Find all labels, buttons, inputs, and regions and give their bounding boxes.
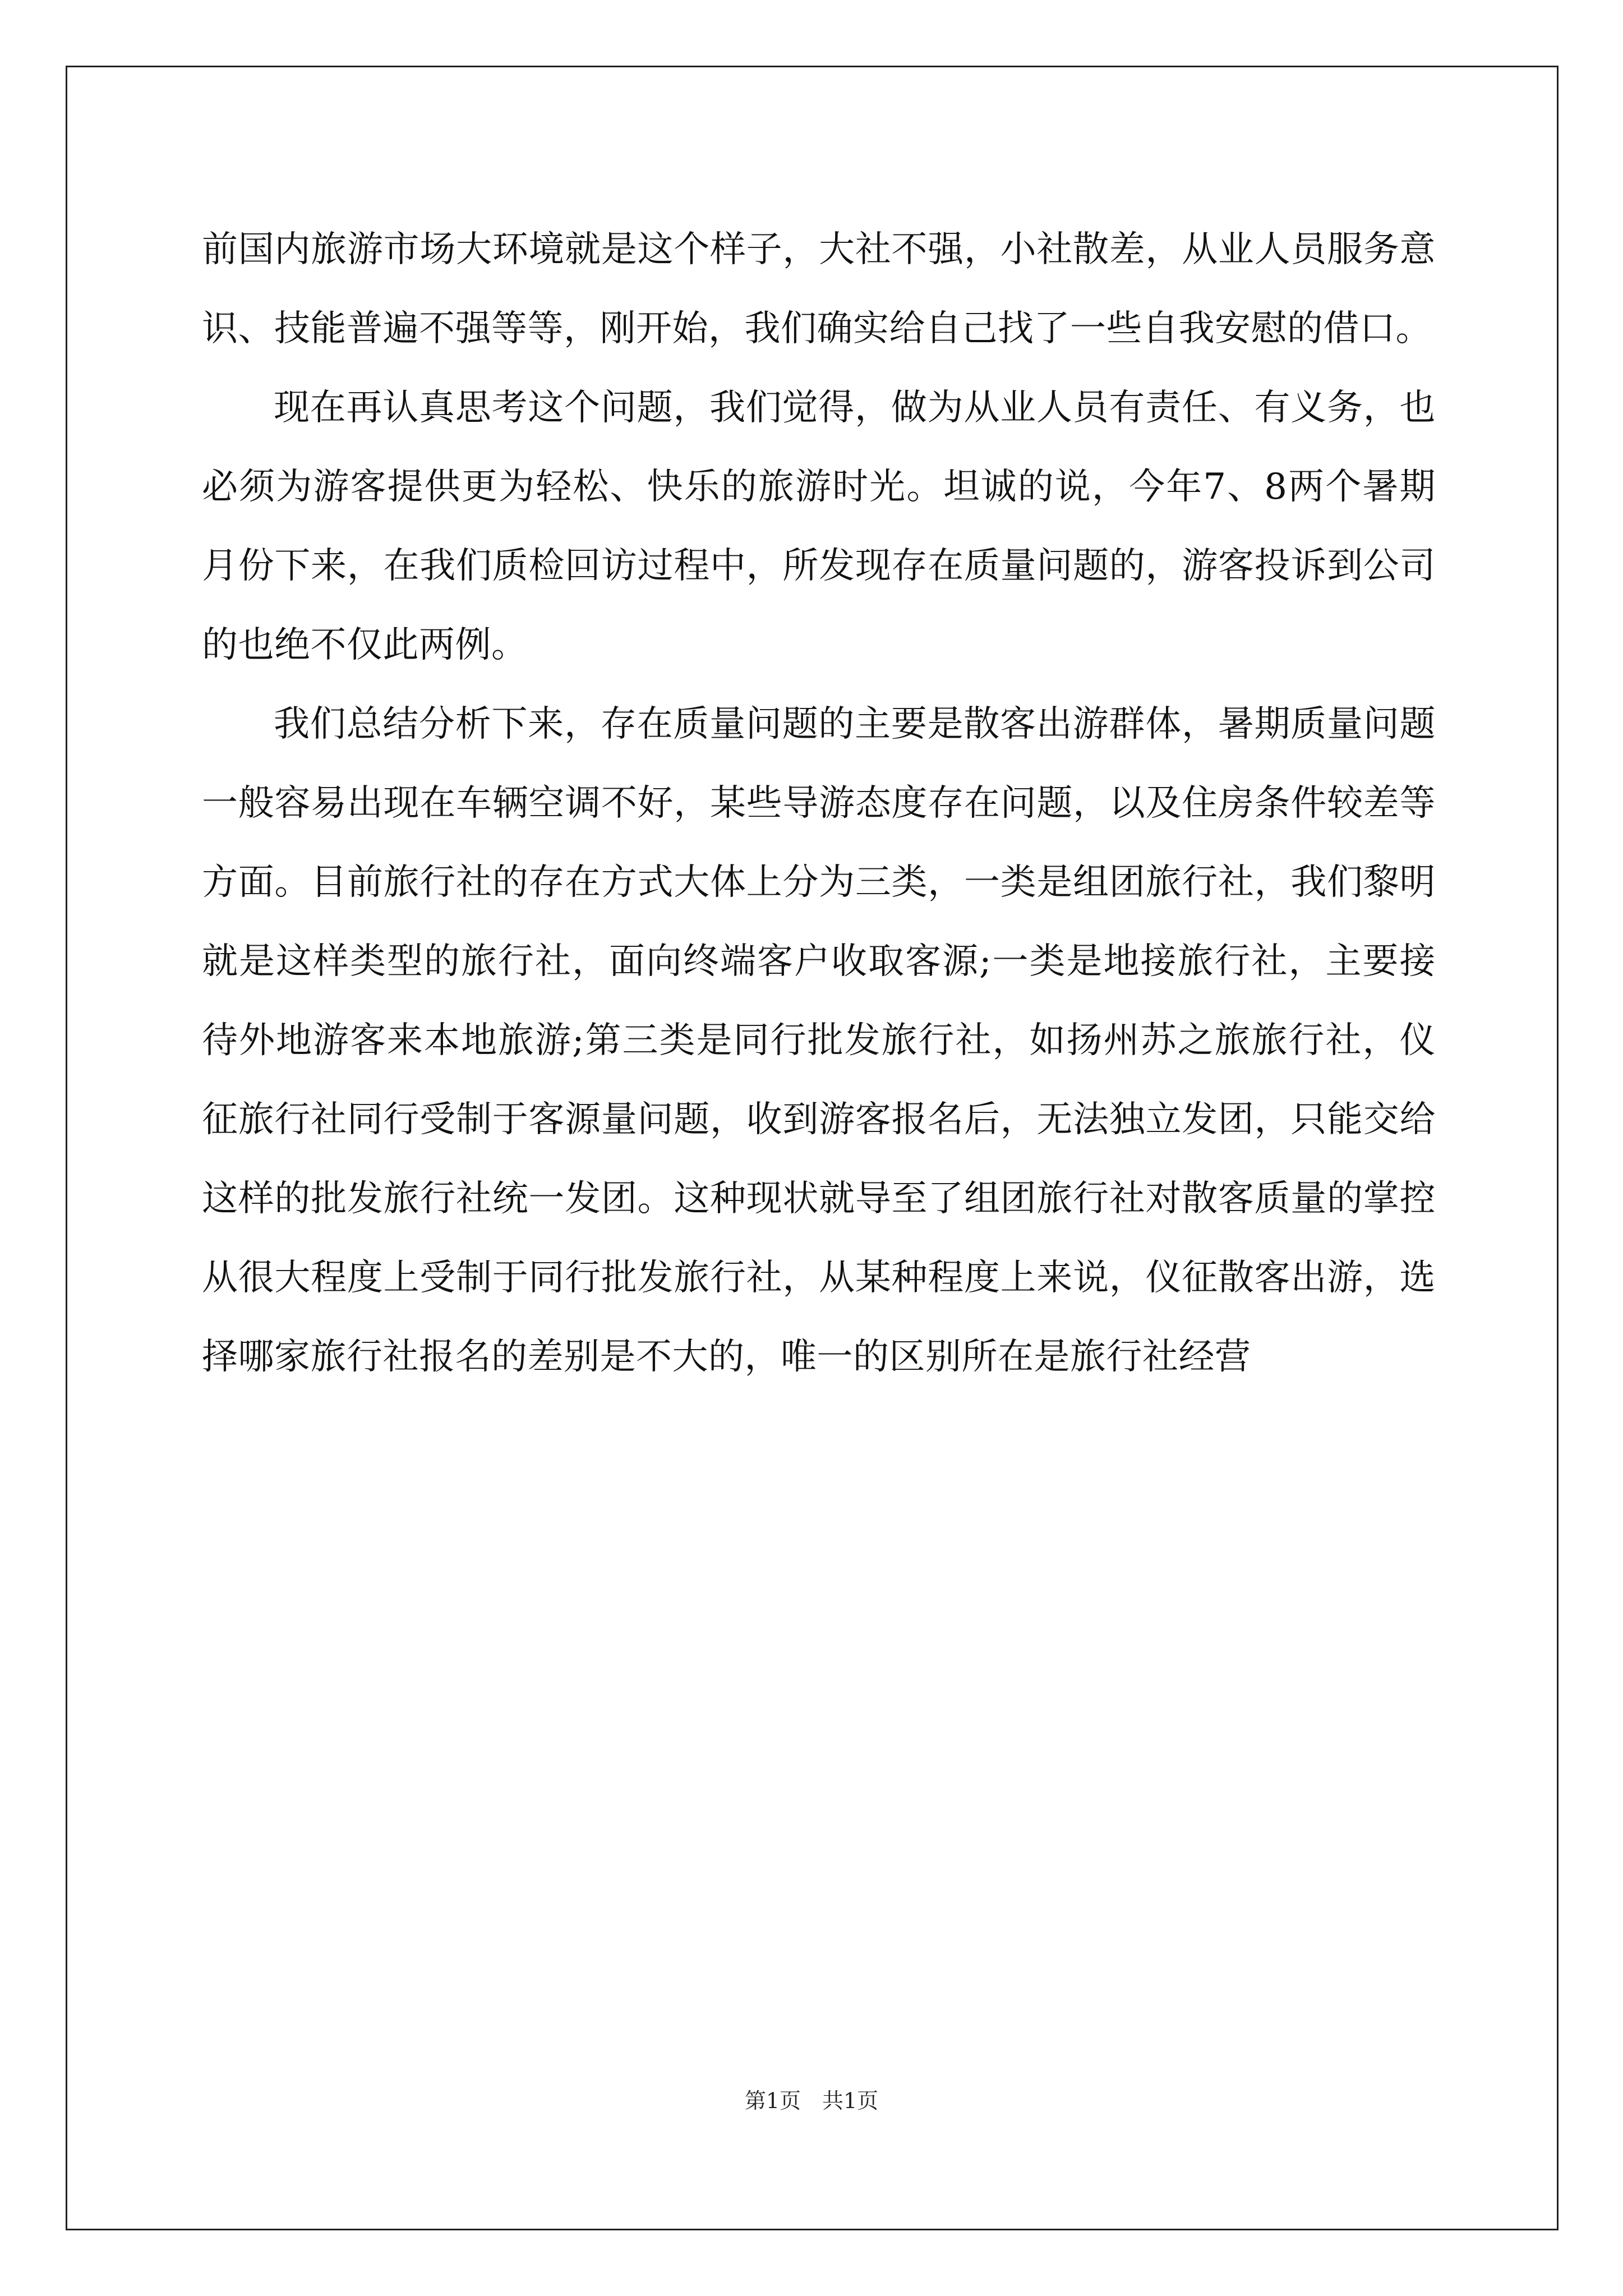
page-number-footer: 第1页 共1页 <box>744 2088 879 2113</box>
document-body <box>202 210 1436 1397</box>
paragraph-1: 前国内旅游市场大环境就是这个样子，大社不强，小社散差，从业人员服务意识、技能普遍不强等等，刚开始，我们确实给自己找了一些自我安慰的借口。 <box>202 229 1436 349</box>
paragraph-3: 我们总结分析下来，存在质量问题的主要是散客出游群体，暑期质量问题一般容易出现在车辆空调不好，某些导游态度存在问题，以及住房条件较差等方面。目前旅行社的存在方式大体上分为三类，一类是组团旅行社，我们黎明就是这样类型的旅行社，面向终端客户收取客源;一类是地接旅行社，主要接待外地游客来本地旅游;第三类是同行批发旅行社，如扬州苏之旅旅行社，仪征旅行社同行受制于客源量问题，收到游客报名后，无法独立发团，只能交给这样的批发旅行社统一发团。这种现状就导至了组团旅行社对散客质量的掌控从很大程度上受制于同行批发旅行社，从某种程度上来说，仪征散客出游，选择哪家旅行社报名的差别是不大的，唯一的区别所在是旅行社经营 <box>202 703 1436 1378</box>
paragraph-2: 现在再认真思考这个问题，我们觉得，做为从业人员有责任、有义务，也必须为游客提供更为轻松、快乐的旅游时光。坦诚的说，今年7、8两个暑期月份下来，在我们质检回访过程中，所发现存在质量问题的，游客投诉到公司的也绝不仅此两例。 <box>202 387 1436 666</box>
